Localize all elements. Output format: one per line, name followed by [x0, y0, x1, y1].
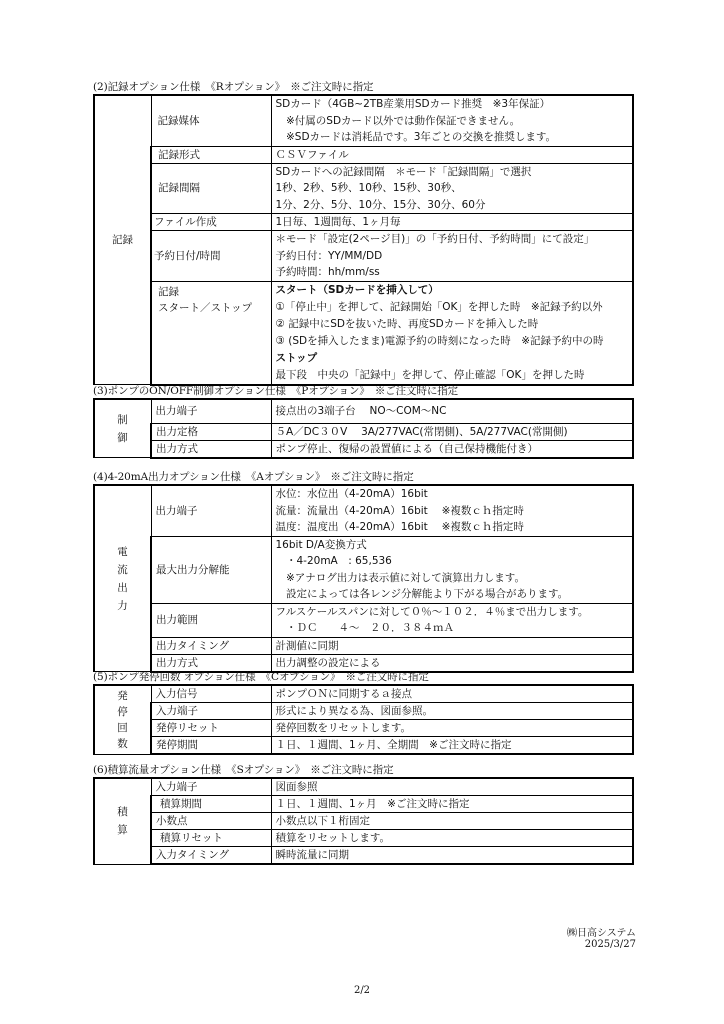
pump-count-option-table [93, 684, 634, 755]
category-char: 出 [117, 581, 128, 594]
pump-control-option-table [93, 398, 634, 459]
table-row [94, 813, 633, 830]
table-row [94, 536, 633, 603]
value-line: 16bit D/A変換方式 [275, 538, 367, 551]
row-label: 入力端子 [151, 703, 271, 720]
row-value: 発停回数をリセットします。 [271, 720, 633, 737]
category-char: 流 [117, 563, 128, 576]
row-label [151, 281, 271, 385]
table-row [94, 685, 633, 703]
row-label: 発停リセット [151, 720, 271, 737]
row-value [271, 603, 633, 637]
section-title-pump-count: (5)ポンプ発停回数 オプション仕様 《Cオプション》 ※ご注文時に指定 [93, 671, 429, 683]
table-row [94, 146, 633, 163]
row-label: 発停期間 [151, 737, 271, 755]
table-row [94, 423, 633, 440]
category-char: 数 [117, 737, 128, 750]
row-value [271, 163, 633, 214]
table-row [94, 231, 633, 282]
row-label: 記録媒体 [151, 95, 271, 146]
label-line: 記録 [158, 285, 179, 298]
section-title-analog-output: (4)4-20mA出力オプション仕様 《Aオプション》 ※ご注文時に指定 [93, 471, 414, 483]
page-number: 2/2 [353, 985, 371, 996]
value-line: ①「停止中」を押して、記録開始「OK」を押した時 ※記録予約以外 [275, 300, 603, 313]
category-char: 力 [117, 599, 128, 612]
value-line: ストップ [275, 351, 318, 364]
table-row [94, 603, 633, 637]
row-label: 最大出力分解能 [151, 536, 271, 603]
value-line: SDカードへの記録間隔 ＊モード「記録間隔」で選択 [275, 165, 532, 178]
category-char: 積 [117, 806, 128, 819]
category-char: 発 [117, 689, 128, 702]
row-label: 出力端子 [151, 485, 271, 536]
table-row [94, 485, 633, 536]
table-row [94, 654, 633, 672]
recording-option-table [93, 94, 634, 386]
value-line: ※SDカードは消耗品です。3年ごとの交換を推奨します。 [275, 131, 557, 143]
row-value: 1日毎、1週間毎、1ヶ月毎 [271, 214, 633, 231]
row-label: 出力定格 [151, 423, 271, 440]
row-value: 接点出の3端子台 NO～COM～NC [271, 399, 633, 423]
row-label: 小数点 [151, 813, 271, 830]
table-row [94, 703, 633, 720]
value-line: ② 記録中にSDを抜いた時、再度SDカードを挿入した時 [275, 317, 539, 330]
row-label: 予約日付/時間 [151, 231, 271, 282]
row-value: ＣＳＶファイル [271, 146, 633, 163]
section-title-pump-control: (3)ポンプのON/OFF制御オプション仕様 《Pオプション》 ※ご注文時に指定 [93, 385, 459, 397]
row-value: 瞬時流量に同期 [271, 847, 633, 865]
row-value: 計測値に同期 [271, 637, 633, 654]
value-line: 予約日付：YY/MM/DD [275, 249, 383, 262]
section-title-integrated-flow: (6)積算流量オプション仕様 《Sオプション》 ※ご注文時に指定 [93, 764, 394, 776]
category-cell [94, 399, 151, 458]
table-row [94, 281, 633, 385]
row-label: 出力方式 [151, 654, 271, 672]
row-value: １日、１週間、1ヶ月 ※ご注文時に指定 [271, 796, 633, 813]
value-line: 流量：流量出（4-20mA）16bit ※複数ｃｈ指定時 [275, 504, 524, 517]
table-row [94, 830, 633, 847]
row-label: ファイル作成 [151, 214, 271, 231]
category-char: 御 [117, 431, 128, 444]
row-value [271, 536, 633, 603]
value-line: SDカード（4GB~2TB産業用SDカード推奨 ※3年保証） [275, 98, 551, 110]
value-line: ・ＤＣ ４～ ２０．３８４ｍＡ [275, 622, 454, 634]
row-value: １日、１週間、1ヶ月、全期間 ※ご注文時に指定 [271, 737, 633, 755]
category-char: 回 [117, 721, 128, 734]
company-name: ㈱日高システム [567, 928, 636, 939]
row-value: 小数点以下１桁固定 [271, 813, 633, 830]
row-value: 出力調整の設定による [271, 654, 633, 672]
value-line: 水位：水位出（4-20mA）16bit [275, 488, 428, 500]
category-char: 制 [117, 413, 128, 426]
table-row [94, 737, 633, 755]
category-char: 停 [117, 705, 128, 718]
table-row [94, 399, 633, 423]
table-row [94, 637, 633, 654]
table-row [94, 778, 633, 796]
category-cell [94, 485, 151, 672]
value-line: ※付属のSDカード以外では動作保証できません。 [275, 114, 521, 127]
table-row [94, 796, 633, 813]
label-line: スタート／ストップ [158, 301, 253, 314]
value-line: 予約時間：hh/mm/ss [275, 266, 380, 278]
table-row [94, 163, 633, 214]
table-row [94, 720, 633, 737]
table-row [94, 214, 633, 231]
value-line: フルスケールスパンに対して０％～１０２．４％まで出力します。 [275, 605, 589, 618]
value-line: 1秒、2秒、5秒、10秒、15秒、30秒、 [275, 182, 462, 194]
row-value [271, 231, 633, 282]
category-cell [94, 778, 151, 864]
row-label: 出力方式 [151, 440, 271, 458]
row-label: 積算期間 [151, 796, 271, 813]
value-line: ③ (SDを挿入したまま)電源予約の時刻になった時 ※記録予約中の時 [275, 334, 604, 347]
table-row [94, 95, 633, 146]
category-char: 電 [117, 545, 128, 558]
row-label: 出力タイミング [151, 637, 271, 654]
row-value [271, 485, 633, 536]
value-line: 1分、2分、5分、10分、15分、30分、60分 [275, 198, 486, 211]
category-char: 算 [117, 824, 128, 837]
row-value: 図面参照 [271, 778, 633, 796]
value-line: 最下段 中央の「記録中」を押して、停止確認「OK」を押した時 [275, 368, 585, 381]
value-line: ・4-20mA : 65,536 [275, 555, 392, 567]
table-row [94, 847, 633, 865]
row-label: 入力信号 [151, 685, 271, 703]
row-label: 積算リセット [151, 830, 271, 847]
row-label: 出力範囲 [151, 603, 271, 637]
value-line: 設定によっては各レンジ分解能より下がる場合があります。 [275, 588, 569, 600]
row-label: 記録間隔 [151, 163, 271, 214]
integrated-flow-option-table [93, 777, 634, 865]
row-value: ポンプ停止、復帰の設置値による（自己保持機能付き） [271, 440, 633, 458]
row-value [271, 281, 633, 385]
row-value: 積算をリセットします。 [271, 830, 633, 847]
value-line: ＊モード「設定(2ページ目)」の「予約日付、予約時間」にて設定」 [275, 233, 595, 245]
row-label: 出力端子 [151, 399, 271, 423]
row-value [271, 95, 633, 146]
category-cell [94, 685, 151, 754]
category-cell: 記録 [94, 95, 151, 385]
row-label: 記録形式 [151, 146, 271, 163]
row-value: ポンプＯＮに同期するａ接点 [271, 685, 633, 703]
row-label: 入力タイミング [151, 847, 271, 865]
document-date: 2025/3/27 [584, 939, 636, 950]
analog-output-option-table [93, 484, 634, 673]
table-row [94, 440, 633, 458]
row-value: 形式により異なる為、図面参照。 [271, 703, 633, 720]
value-line: スタート（SDカードを挿入して） [275, 283, 439, 296]
row-label: 入力端子 [151, 778, 271, 796]
row-value: ５A／DC３０V 3A/277VAC(常閉側)、5A/277VAC(常開側) [271, 423, 633, 440]
value-line: 温度：温度出（4-20mA）16bit ※複数ｃｈ指定時 [275, 521, 524, 533]
section-title-recording: (2)記録オプション仕様 《Rオプション》 ※ご注文時に指定 [93, 81, 374, 93]
value-line: ※アナログ出力は表示値に対して演算出力します。 [275, 571, 525, 584]
